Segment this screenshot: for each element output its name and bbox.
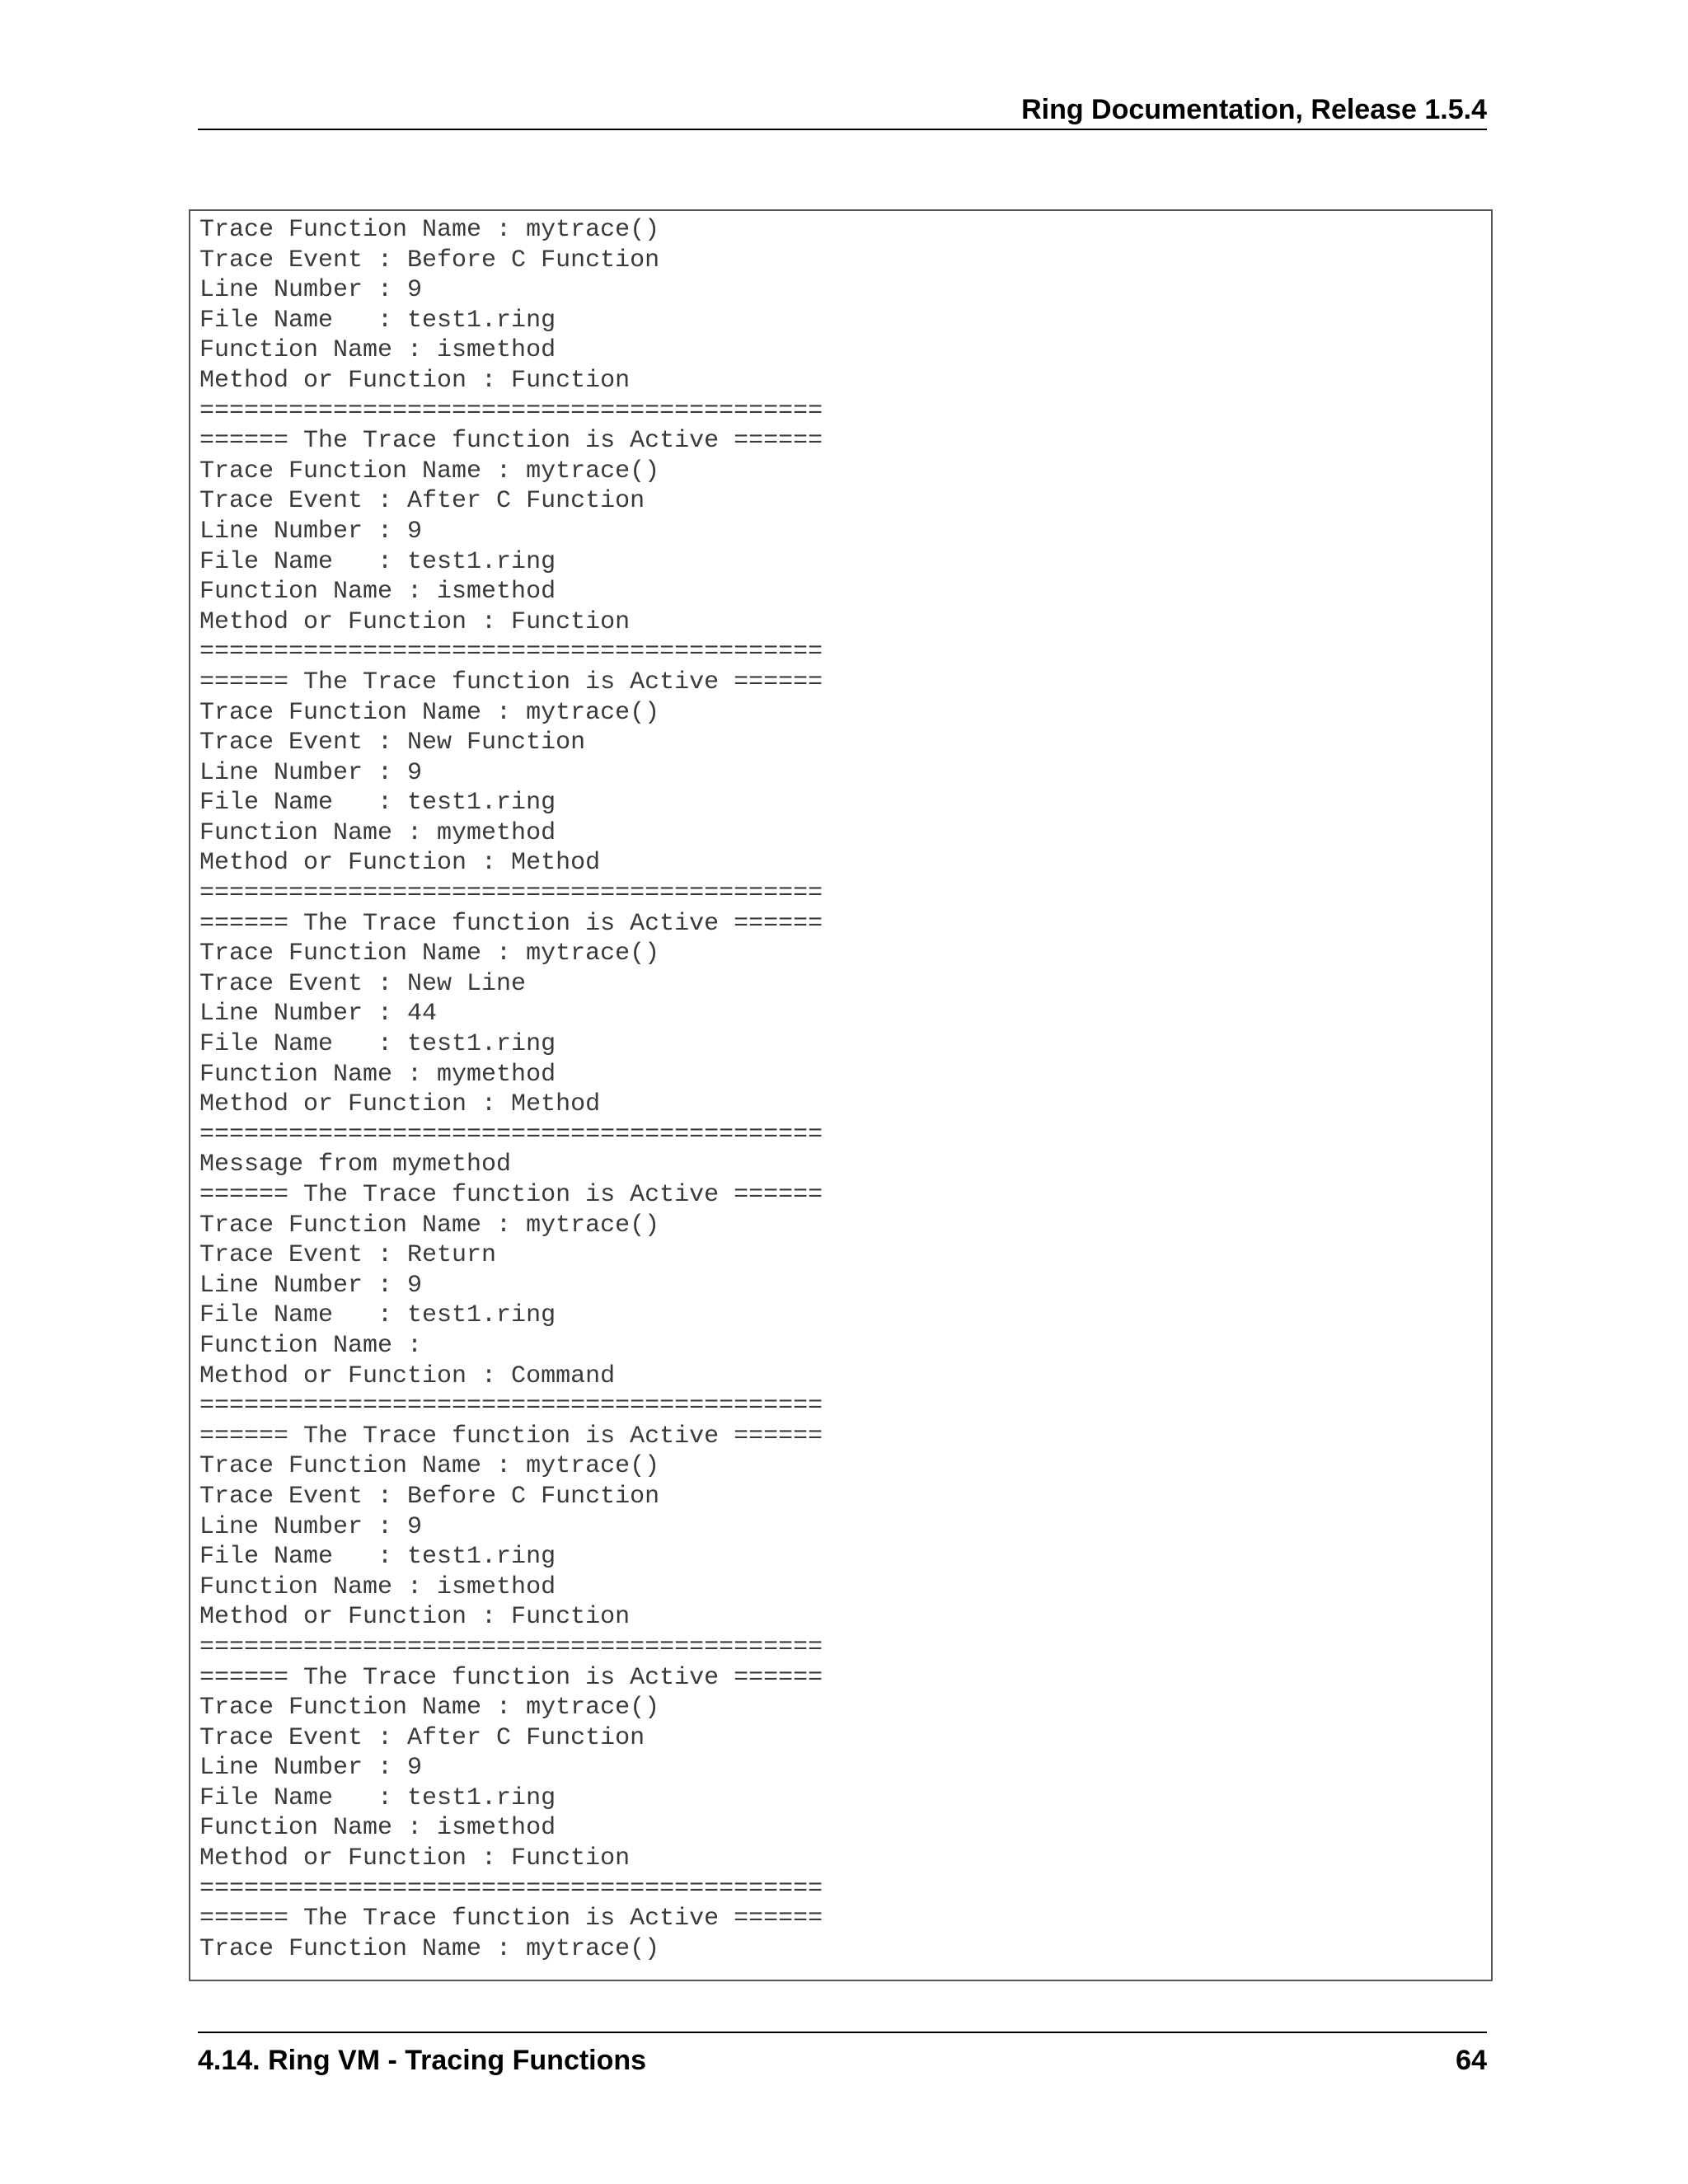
code-line: ====== The Trace function is Active ====== <box>199 1663 823 1692</box>
code-line: Trace Event : After C Function <box>199 1723 645 1752</box>
code-line: Trace Function Name : mytrace() <box>199 1934 660 1963</box>
code-line: ====== The Trace function is Active ====== <box>199 1905 823 1933</box>
code-line: Line Number : 9 <box>199 1271 423 1300</box>
code-line: Trace Function Name : mytrace() <box>199 940 660 968</box>
code-line: Function Name : ismethod <box>199 336 556 365</box>
code-line: Function Name : ismethod <box>199 578 556 607</box>
code-line: ========================================== <box>199 879 823 908</box>
code-line: Trace Function Name : mytrace() <box>199 457 660 485</box>
code-line: Method or Function : Method <box>199 849 601 878</box>
page-footer <box>198 2032 1487 2083</box>
page-number: 64 <box>1456 2045 1487 2076</box>
code-line: ========================================== <box>199 1633 823 1661</box>
code-line: ========================================== <box>199 1120 823 1149</box>
code-line: File Name : test1.ring <box>199 547 556 576</box>
code-line: ====== The Trace function is Active ====== <box>199 1422 823 1451</box>
code-line: Function Name : mymethod <box>199 1060 556 1089</box>
code-line: Method or Function : Function <box>199 1603 631 1632</box>
code-line: Trace Function Name : mytrace() <box>199 1452 660 1481</box>
code-line: File Name : test1.ring <box>199 1301 556 1330</box>
code-line: ========================================== <box>199 1392 823 1421</box>
code-line: Trace Function Name : mytrace() <box>199 216 660 244</box>
code-line: Trace Event : Before C Function <box>199 246 660 274</box>
page-header <box>198 92 1487 130</box>
code-line: Method or Function : Function <box>199 366 631 395</box>
code-line: Trace Event : Before C Function <box>199 1482 660 1511</box>
code-line: ========================================== <box>199 396 823 425</box>
code-line: Line Number : 9 <box>199 517 423 546</box>
code-block <box>189 209 1493 1981</box>
code-line: File Name : test1.ring <box>199 1783 556 1812</box>
code-line: Line Number : 9 <box>199 1512 423 1541</box>
code-line: Function Name : <box>199 1331 423 1360</box>
code-line: Method or Function : Function <box>199 607 631 636</box>
code-line: ====== The Trace function is Active ====== <box>199 427 823 456</box>
code-line: Trace Event : After C Function <box>199 487 645 516</box>
code-line: File Name : test1.ring <box>199 1030 556 1059</box>
code-line: Line Number : 9 <box>199 276 423 305</box>
code-line: Line Number : 44 <box>199 1000 438 1029</box>
code-line: Method or Function : Method <box>199 1090 601 1119</box>
code-line: Function Name : ismethod <box>199 1814 556 1843</box>
code-line: File Name : test1.ring <box>199 789 556 818</box>
code-line: ====== The Trace function is Active ====== <box>199 1181 823 1209</box>
code-line: Method or Function : Function <box>199 1844 631 1873</box>
code-line: Trace Function Name : mytrace() <box>199 698 660 727</box>
code-line: Trace Event : Return <box>199 1241 497 1270</box>
code-line: Trace Function Name : mytrace() <box>199 1211 660 1240</box>
code-line: ========================================== <box>199 1874 823 1903</box>
code-line: Trace Function Name : mytrace() <box>199 1694 660 1722</box>
code-line: File Name : test1.ring <box>199 1543 556 1572</box>
code-line: Trace Event : New Line <box>199 969 527 998</box>
code-line: ====== The Trace function is Active ====== <box>199 668 823 696</box>
code-line: Message from mymethod <box>199 1151 512 1179</box>
code-line: Function Name : mymethod <box>199 818 556 847</box>
code-line: File Name : test1.ring <box>199 306 556 335</box>
code-line: ====== The Trace function is Active ====== <box>199 909 823 938</box>
code-line: Line Number : 9 <box>199 1754 423 1783</box>
section-title: 4.14. Ring VM - Tracing Functions <box>198 2045 647 2076</box>
code-line: Method or Function : Command <box>199 1361 616 1390</box>
document-title: Ring Documentation, Release 1.5.4 <box>1021 94 1487 125</box>
code-line: Line Number : 9 <box>199 758 423 787</box>
code-line: Trace Event : New Function <box>199 729 586 757</box>
code-line: ========================================== <box>199 638 823 667</box>
code-line: Function Name : ismethod <box>199 1572 556 1601</box>
